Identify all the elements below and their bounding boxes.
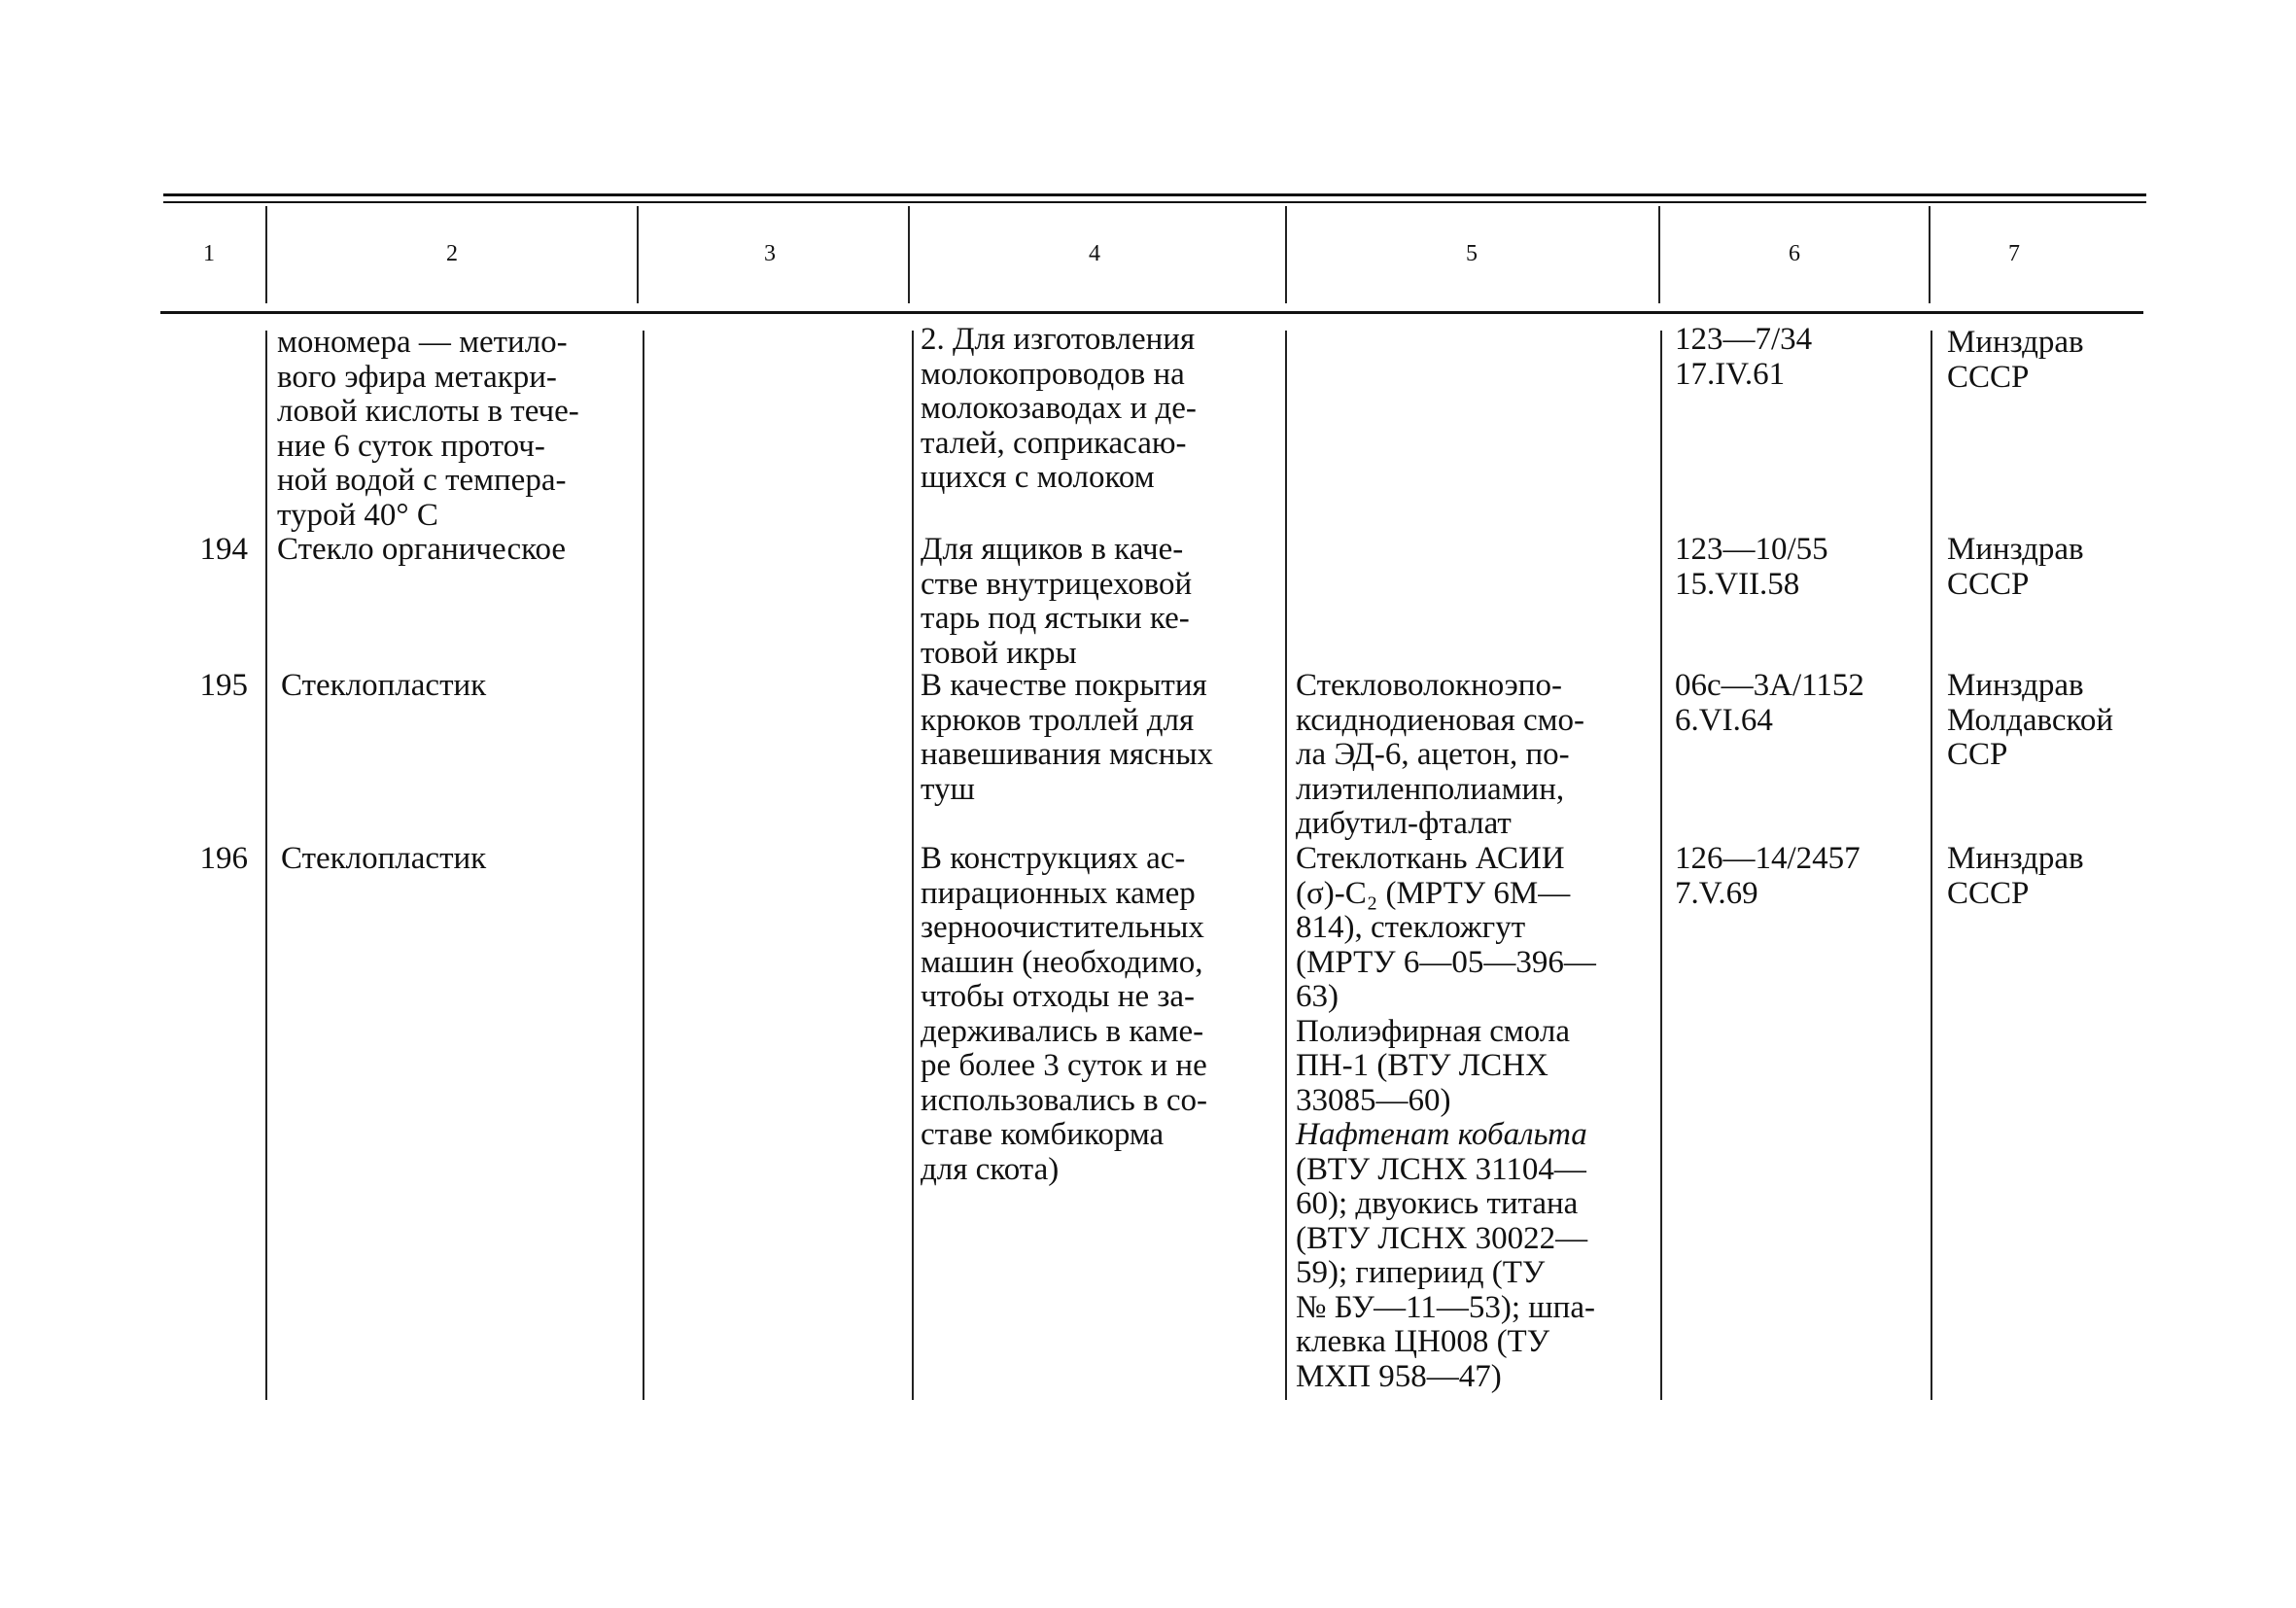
- row-number: 194: [199, 532, 248, 567]
- components: (ВТУ ЛСНХ 31104— 60); двуокись титана (ВТУ ЛСНХ 30022— 59); гипериид (ТУ № БУ—11—53); шпа- клевка ЦН008 (ТУ МХП 958—47): [1296, 1151, 1595, 1394]
- authority: Минздрав Молдавской ССР: [1947, 668, 2114, 772]
- material-name: Стеклопластик: [281, 668, 487, 703]
- header-divider: [1658, 206, 1660, 303]
- column-header: 3: [764, 241, 776, 266]
- usage-purpose: В конструкциях ас- пирационных камер зерноочистительных машин (необходимо, чтобы отходы не за- держивались в каме- ре более 3 суток и не использовались в со- ставе комбикорма для скота): [921, 841, 1208, 1187]
- document-ref: 123—7/34 17.IV.61: [1675, 322, 1813, 392]
- header-divider: [1285, 206, 1287, 303]
- column-header: 7: [2008, 241, 2020, 266]
- column-header: 1: [203, 241, 215, 266]
- header-divider: [1929, 206, 1931, 303]
- column-divider: [643, 331, 644, 1400]
- usage-purpose: 2. Для изготовления молокопроводов на молокозаводах и де- талей, соприкасаю- щихся с молоком: [921, 322, 1197, 495]
- row-number: 196: [199, 841, 248, 876]
- column-header: 4: [1089, 241, 1100, 266]
- header-rule: [160, 311, 2143, 314]
- components: Нафтенат кобальта: [1296, 1117, 1587, 1152]
- column-header: 2: [446, 241, 458, 266]
- document-ref: 126—14/2457 7.V.69: [1675, 841, 1861, 911]
- document-ref: 06с—3А/1152 6.VI.64: [1675, 668, 1864, 738]
- document-ref: 123—10/55 15.VII.58: [1675, 532, 1828, 602]
- components: Стекловолокноэпо- ксиднодиеновая смо- ла ЭД-6, ацетон, по- лиэтиленполиамин, дибутил-фталат: [1296, 668, 1585, 841]
- header-divider: [908, 206, 910, 303]
- top-rule-2: [163, 201, 2146, 203]
- column-divider: [912, 331, 914, 1400]
- usage-purpose: Для ящиков в каче- стве внутрицеховой тарь под ястыки ке- товой икры: [921, 532, 1193, 671]
- authority: Минздрав СССР: [1947, 532, 2084, 602]
- column-divider: [1285, 331, 1287, 1400]
- top-rule: [163, 193, 2146, 196]
- material-name: Стеклопластик: [281, 841, 487, 876]
- components: Полиэфирная смола ПН-1 (ВТУ ЛСНХ 33085—60): [1296, 1013, 1570, 1118]
- components: Стеклоткань АСИИ (σ)-С₂ (МРТУ 6М— 814), стекложгут (МРТУ 6—05—396— 63): [1296, 841, 1596, 1014]
- row-number: 195: [199, 668, 248, 703]
- column-header: 5: [1466, 241, 1478, 266]
- usage-purpose: В качестве покрытия крюков троллей для навешивания мясных туш: [921, 668, 1213, 807]
- material-name: Стекло органическое: [277, 532, 567, 567]
- column-header: 6: [1789, 241, 1800, 266]
- material-name: мономера — метило- вого эфира метакри- ловой кислоты в тече- ние 6 суток проточ- ной водой с темпера- турой 40° С: [277, 325, 579, 533]
- authority: Минздрав СССР: [1947, 841, 2084, 911]
- column-divider: [265, 331, 267, 1400]
- column-divider: [1931, 331, 1932, 1400]
- header-divider: [265, 206, 267, 303]
- authority: Минздрав СССР: [1947, 325, 2084, 395]
- column-divider: [1660, 331, 1662, 1400]
- components-block: [1296, 842, 1653, 1394]
- header-divider: [637, 206, 639, 303]
